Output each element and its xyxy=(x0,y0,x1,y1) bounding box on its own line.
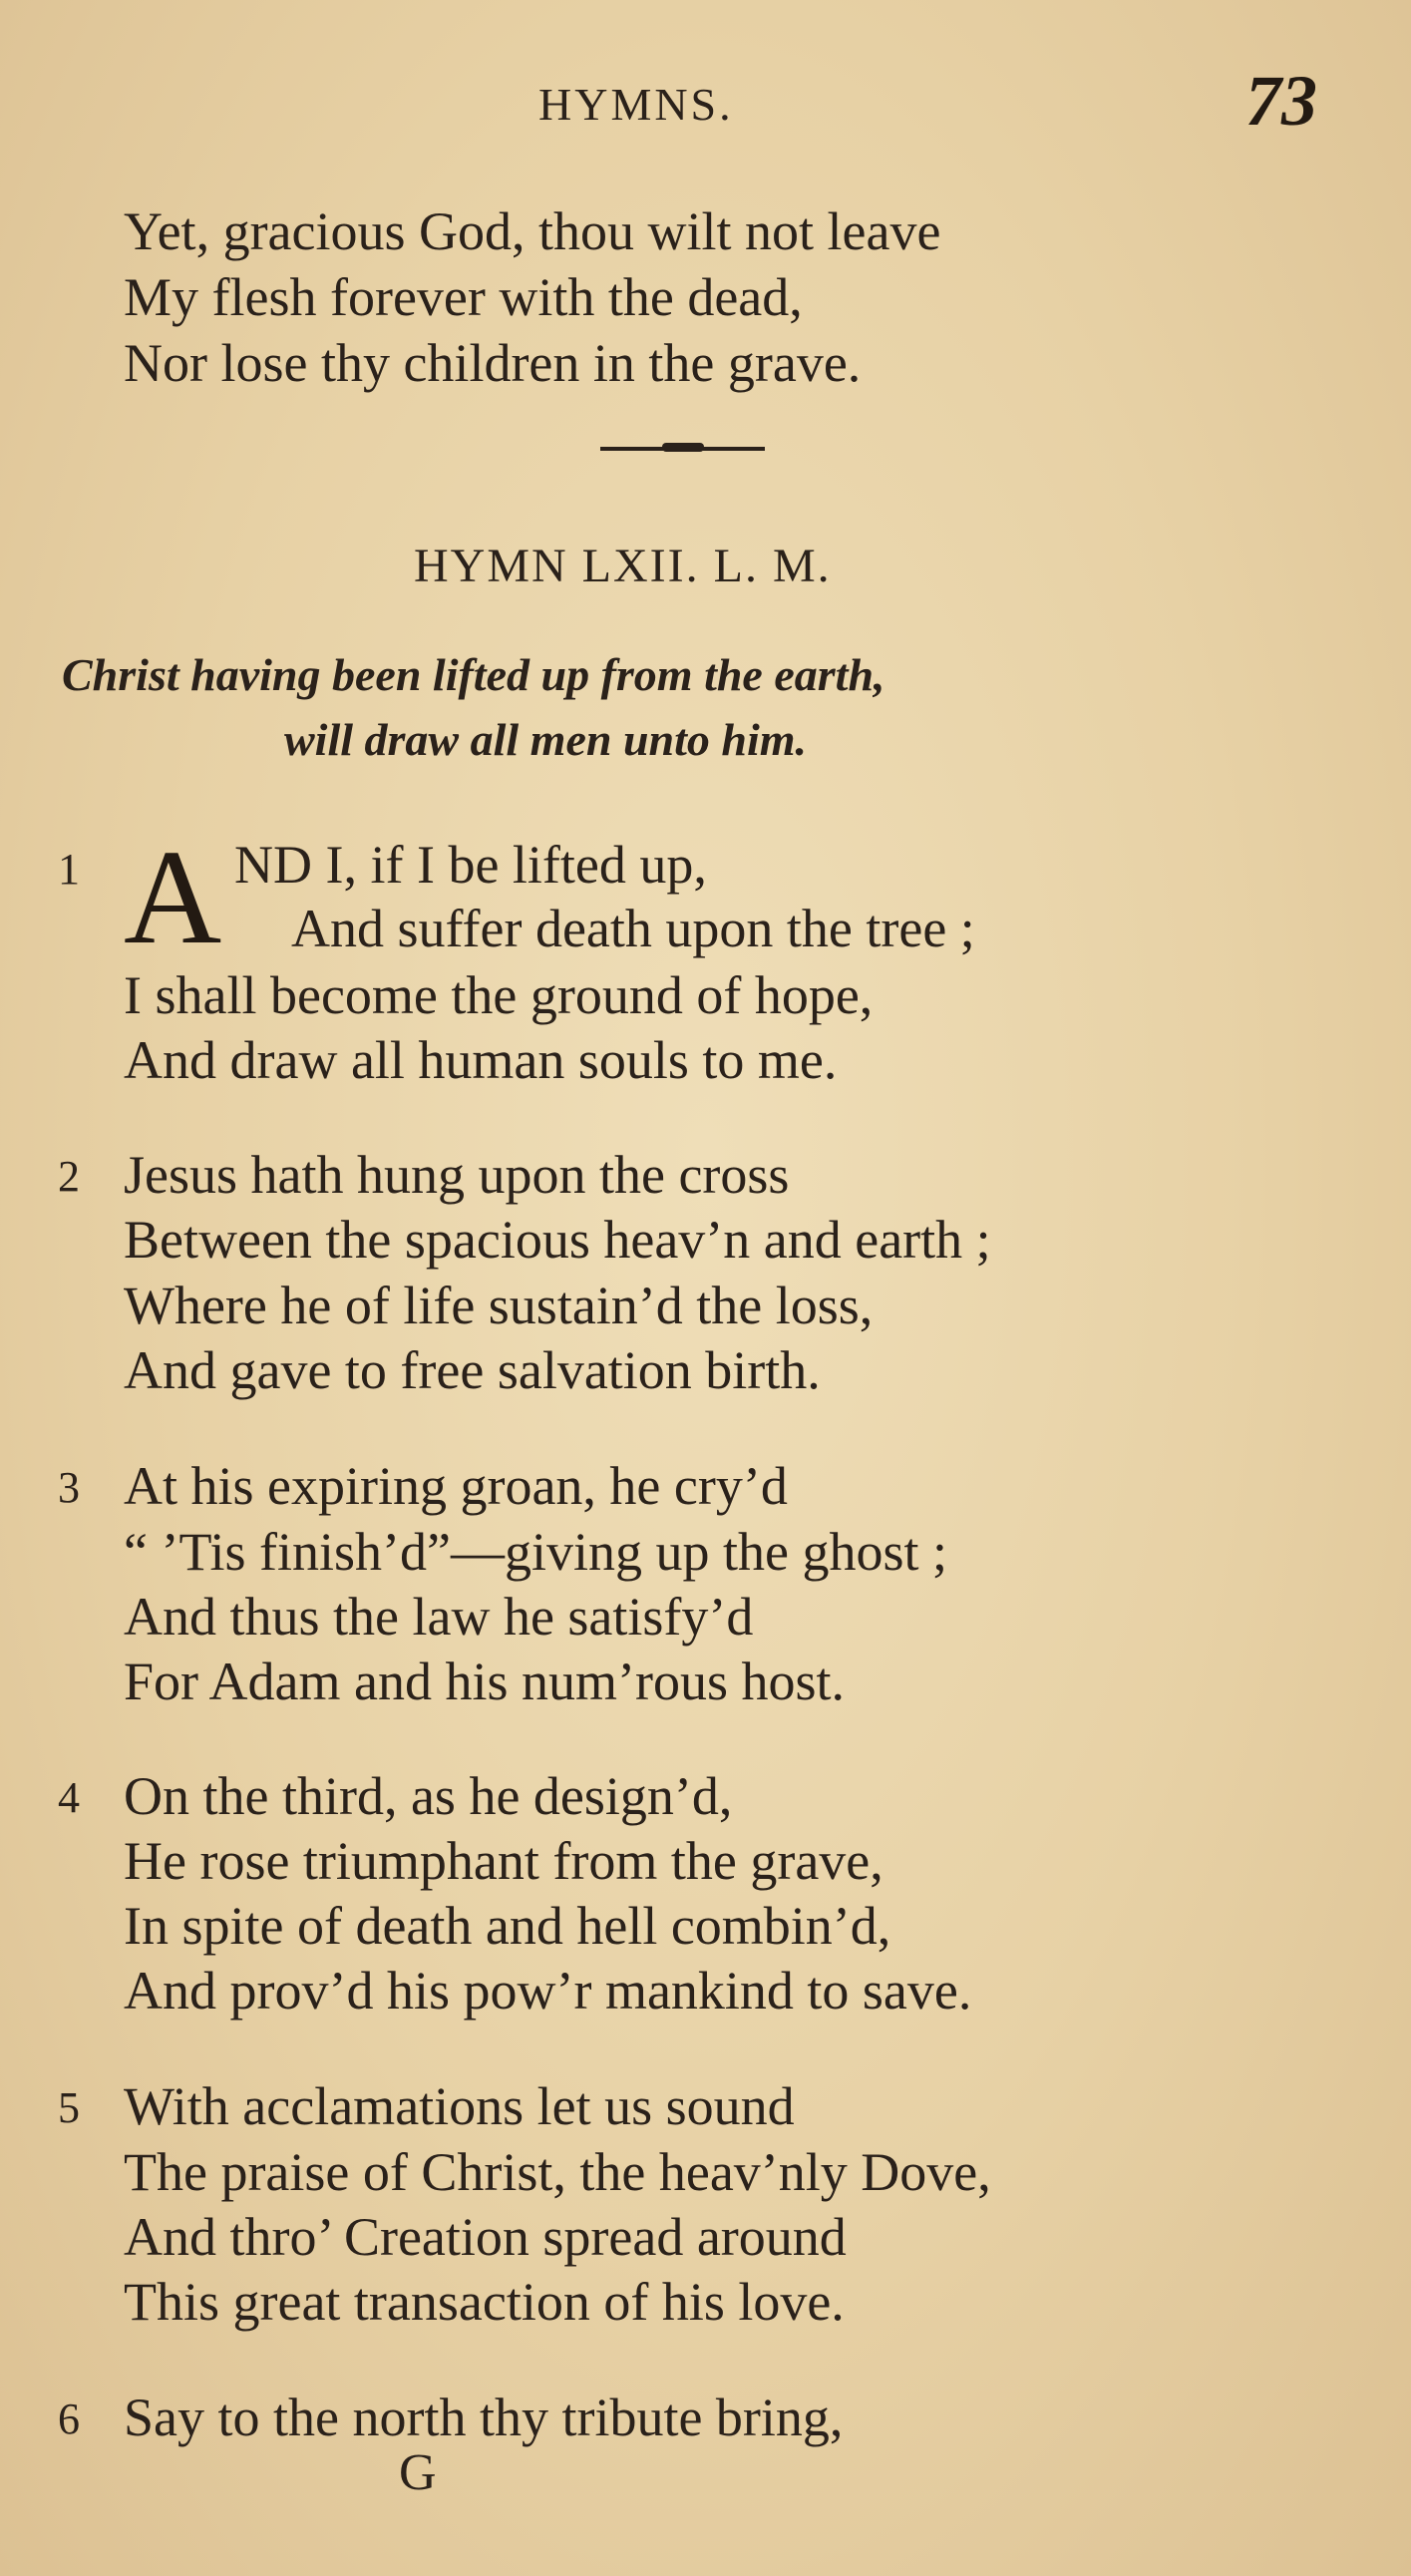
verse-number: 1 xyxy=(58,845,80,894)
previous-hymn-line: My flesh forever with the dead, xyxy=(124,267,803,327)
drop-cap: A xyxy=(124,823,222,972)
previous-hymn-line: Yet, gracious God, thou wilt not leave xyxy=(124,201,941,261)
verse-line: On the third, as he design’d, xyxy=(124,1766,733,1826)
verse-line: For Adam and his num’rous host. xyxy=(124,1652,845,1711)
verse-line: In spite of death and hell combin’d, xyxy=(124,1896,891,1956)
verse-line: And thus the law he satisfy’d xyxy=(124,1587,754,1647)
previous-hymn-line: Nor lose thy children in the grave. xyxy=(124,333,862,393)
verse-number: 3 xyxy=(58,1463,80,1512)
hymn-heading: HYMN LXII. L. M. xyxy=(414,540,832,592)
verse-line: “ ’Tis finish’d”—giving up the ghost ; xyxy=(124,1522,948,1582)
verse-line: Say to the north thy tribute bring, xyxy=(124,2388,844,2447)
verse-line: And draw all human souls to me. xyxy=(124,1030,838,1090)
verse-line: This great transaction of his love. xyxy=(124,2272,845,2332)
page-number: 73 xyxy=(1245,61,1317,141)
verse-line: The praise of Christ, the heav’nly Dove, xyxy=(124,2142,991,2202)
signature-mark: G xyxy=(399,2444,437,2501)
verse-number: 6 xyxy=(58,2394,80,2443)
verse-line: At his expiring groan, he cry’d xyxy=(124,1456,788,1516)
hymn-subtitle-line-1: Christ having been lifted up from the earth, xyxy=(62,649,885,700)
verse-number: 4 xyxy=(58,1773,80,1822)
running-head: HYMNS. xyxy=(538,79,734,130)
verse-line: Jesus hath hung upon the cross xyxy=(124,1145,790,1205)
verse-line: And suffer death upon the tree ; xyxy=(291,899,975,958)
verse-line: Where he of life sustain’d the loss, xyxy=(124,1276,874,1335)
verse-line: ND I, if I be lifted up, xyxy=(234,835,707,895)
verse-number: 2 xyxy=(58,1152,80,1201)
hymn-subtitle-line-2: will draw all men unto him. xyxy=(284,714,808,765)
verse-line: And thro’ Creation spread around xyxy=(124,2207,847,2267)
verse-line: And prov’d his pow’r mankind to save. xyxy=(124,1961,972,2021)
verse-line: And gave to free salvation birth. xyxy=(124,1340,821,1400)
section-divider-ornament xyxy=(662,443,704,452)
verse-line: Between the spacious heav’n and earth ; xyxy=(124,1210,991,1270)
verse-number: 5 xyxy=(58,2083,80,2132)
verse-line: I shall become the ground of hope, xyxy=(124,965,874,1025)
verse-line: He rose triumphant from the grave, xyxy=(124,1831,883,1891)
verse-line: With acclamations let us sound xyxy=(124,2076,795,2136)
